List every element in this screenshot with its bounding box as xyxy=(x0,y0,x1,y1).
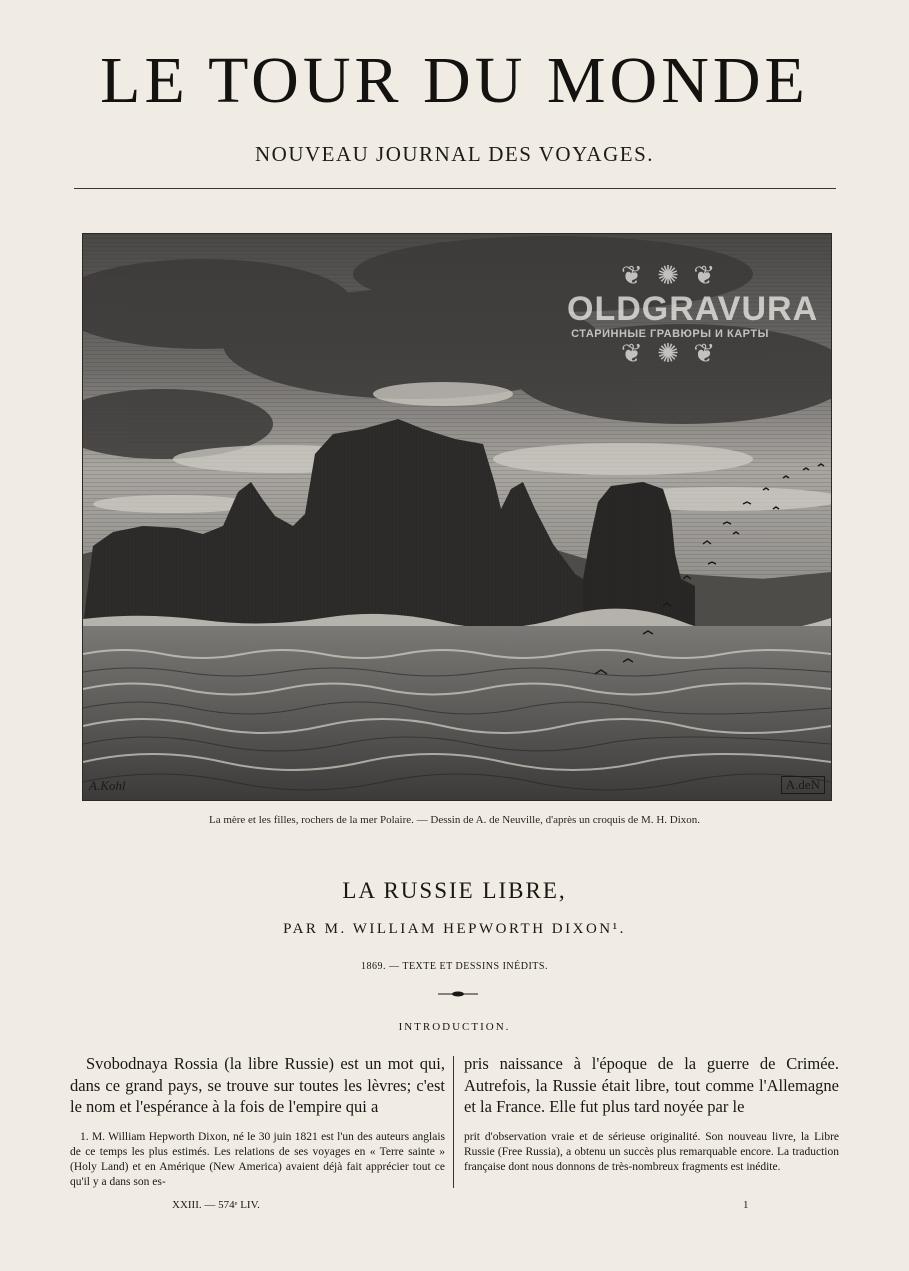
column-divider xyxy=(453,1056,454,1188)
watermark-subtitle: СТАРИННЫЕ ГРАВЮРЫ И КАРТЫ xyxy=(571,328,769,340)
watermark xyxy=(567,261,819,410)
header-rule xyxy=(74,188,836,189)
body-column-right: pris naissance à l'époque de la guerre de Crimée. Autrefois, la Russie était libre, tout comme l'Allemagne et la France. Elle fut plus tard noyée par le xyxy=(464,1054,839,1116)
section-heading: INTRODUCTION. xyxy=(398,1021,511,1033)
flourish-ornament-icon xyxy=(438,990,478,998)
masthead-subtitle: NOUVEAU JOURNAL DES VOYAGES. xyxy=(254,142,654,166)
illustration-caption: La mère et les filles, rochers de la mer Polaire. — Dessin de A. de Neuville, d'après un croquis de M. H. Dixon. xyxy=(208,814,701,826)
article-byline: PAR M. WILLIAM HEPWORTH DIXON¹. xyxy=(283,921,626,937)
footnote-right: prit d'observation vraie et de sérieuse originalité. Son nouveau livre, la Libre Russie (Free Russia), a obtenu un succès plus remarquable encore. La traduction française dont nous donnons de très-nombreux fragments est inédite. xyxy=(464,1131,839,1173)
footnote-left: 1. M. William Hepworth Dixon, né le 30 juin 1821 est l'un des auteurs anglais de ce temps les plus estimés. Les relations de ses voyages en « Terre sainte » (Holy Land) et en Amérique (New America) avaient déjà fait apprécier tout ce qu'il y a dans son es- xyxy=(70,1131,445,1188)
artist-monogram: A.deN xyxy=(781,776,825,794)
watermark-ornament-icon: ❦ ✺ ❦ xyxy=(620,261,720,290)
article-dateline: 1869. — TEXTE ET DESSINS INÉDITS. xyxy=(361,961,548,972)
engraver-signature: A.Kohl xyxy=(89,778,126,793)
page-number: 1 xyxy=(743,1199,749,1211)
article-title: LA RUSSIE LIBRE, xyxy=(342,878,567,903)
watermark-title: OLDGRAVURA xyxy=(567,290,819,328)
watermark-ornament-bottom-icon: ❦ ✺ ❦ xyxy=(620,339,720,368)
body-column-left: Svobodnaya Rossia (la libre Russie) est un mot qui, dans ce grand pays, se trouve sur toutes les lèvres; c'est le nom et l'espérance à la fois de l'empire qui a xyxy=(70,1054,445,1116)
volume-number: XXIII. — 574ᵉ LIV. xyxy=(172,1199,260,1211)
masthead-title: LE TOUR DU MONDE xyxy=(100,44,809,117)
